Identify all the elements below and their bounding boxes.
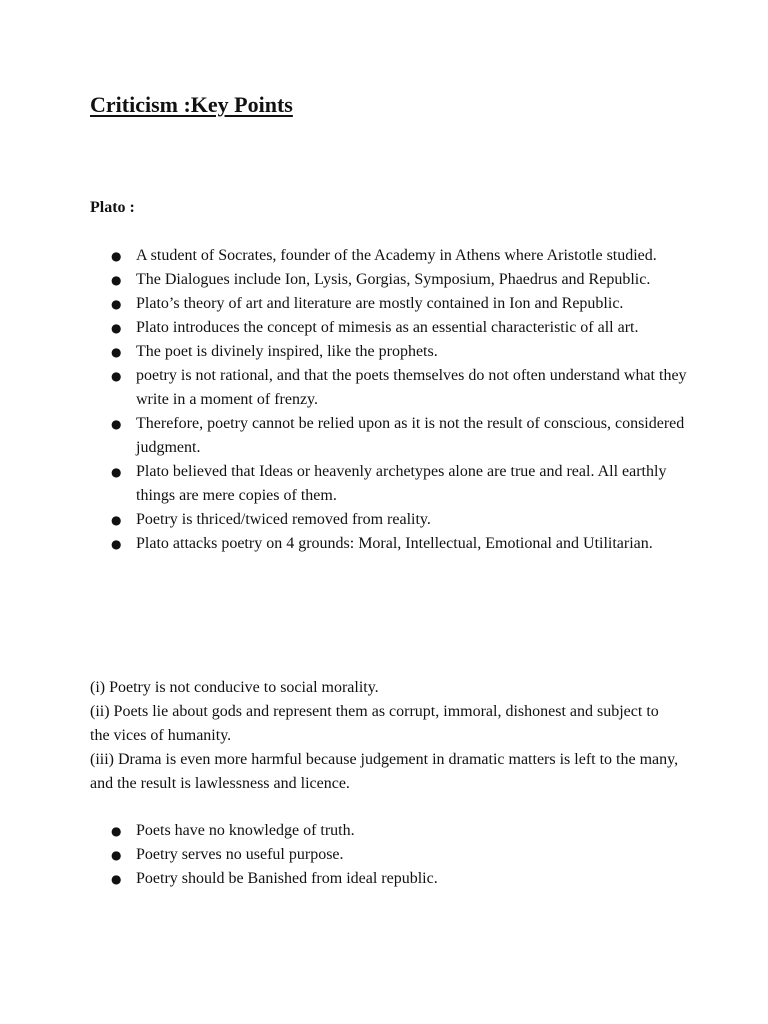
list-item: ● Plato introduces the concept of mimesis as an essential characteristic of all art.: [90, 316, 690, 340]
bullet-list-plato: [90, 244, 690, 556]
list-item: ● The poet is divinely inspired, like the prophets.: [90, 340, 690, 364]
list-item: ● Poetry should be Banished from ideal republic.: [90, 867, 690, 891]
list-item: ● Poets have no knowledge of truth.: [90, 819, 690, 843]
bullet-list-conclusions: [90, 819, 690, 891]
list-item: ● Plato attacks poetry on 4 grounds: Moral, Intellectual, Emotional and Utilitarian.: [90, 532, 690, 556]
list-item: ● Plato’s theory of art and literature are mostly contained in Ion and Republic.: [90, 292, 690, 316]
list-item: ● Therefore, poetry cannot be relied upon as it is not the result of conscious, considered judgment.: [90, 412, 690, 460]
point-paragraph: (iii) Drama is even more harmful because judgement in dramatic matters is left to the many, and the result is lawlessness and licence.: [90, 751, 679, 792]
section-heading-plato: Plato :: [90, 199, 135, 216]
list-item: ● Poetry is thriced/twiced removed from reality.: [90, 508, 690, 532]
point-paragraph: (i) Poetry is not conducive to social morality.: [90, 679, 379, 696]
list-item: ● The Dialogues include Ion, Lysis, Gorgias, Symposium, Phaedrus and Republic.: [90, 268, 690, 292]
numbered-points: [90, 676, 680, 796]
page-title: Criticism :Key Points: [90, 92, 293, 117]
point-paragraph: (ii) Poets lie about gods and represent them as corrupt, immoral, dishonest and subject to the vices of humanity.: [90, 703, 659, 744]
list-item: ● Poetry serves no useful purpose.: [90, 843, 690, 867]
list-item: ● poetry is not rational, and that the poets themselves do not often understand what they write in a moment of frenzy.: [90, 364, 690, 412]
list-item: ● A student of Socrates, founder of the Academy in Athens where Aristotle studied.: [90, 244, 690, 268]
list-item: ● Plato believed that Ideas or heavenly archetypes alone are true and real. All earthly things are mere copies of them.: [90, 460, 690, 508]
